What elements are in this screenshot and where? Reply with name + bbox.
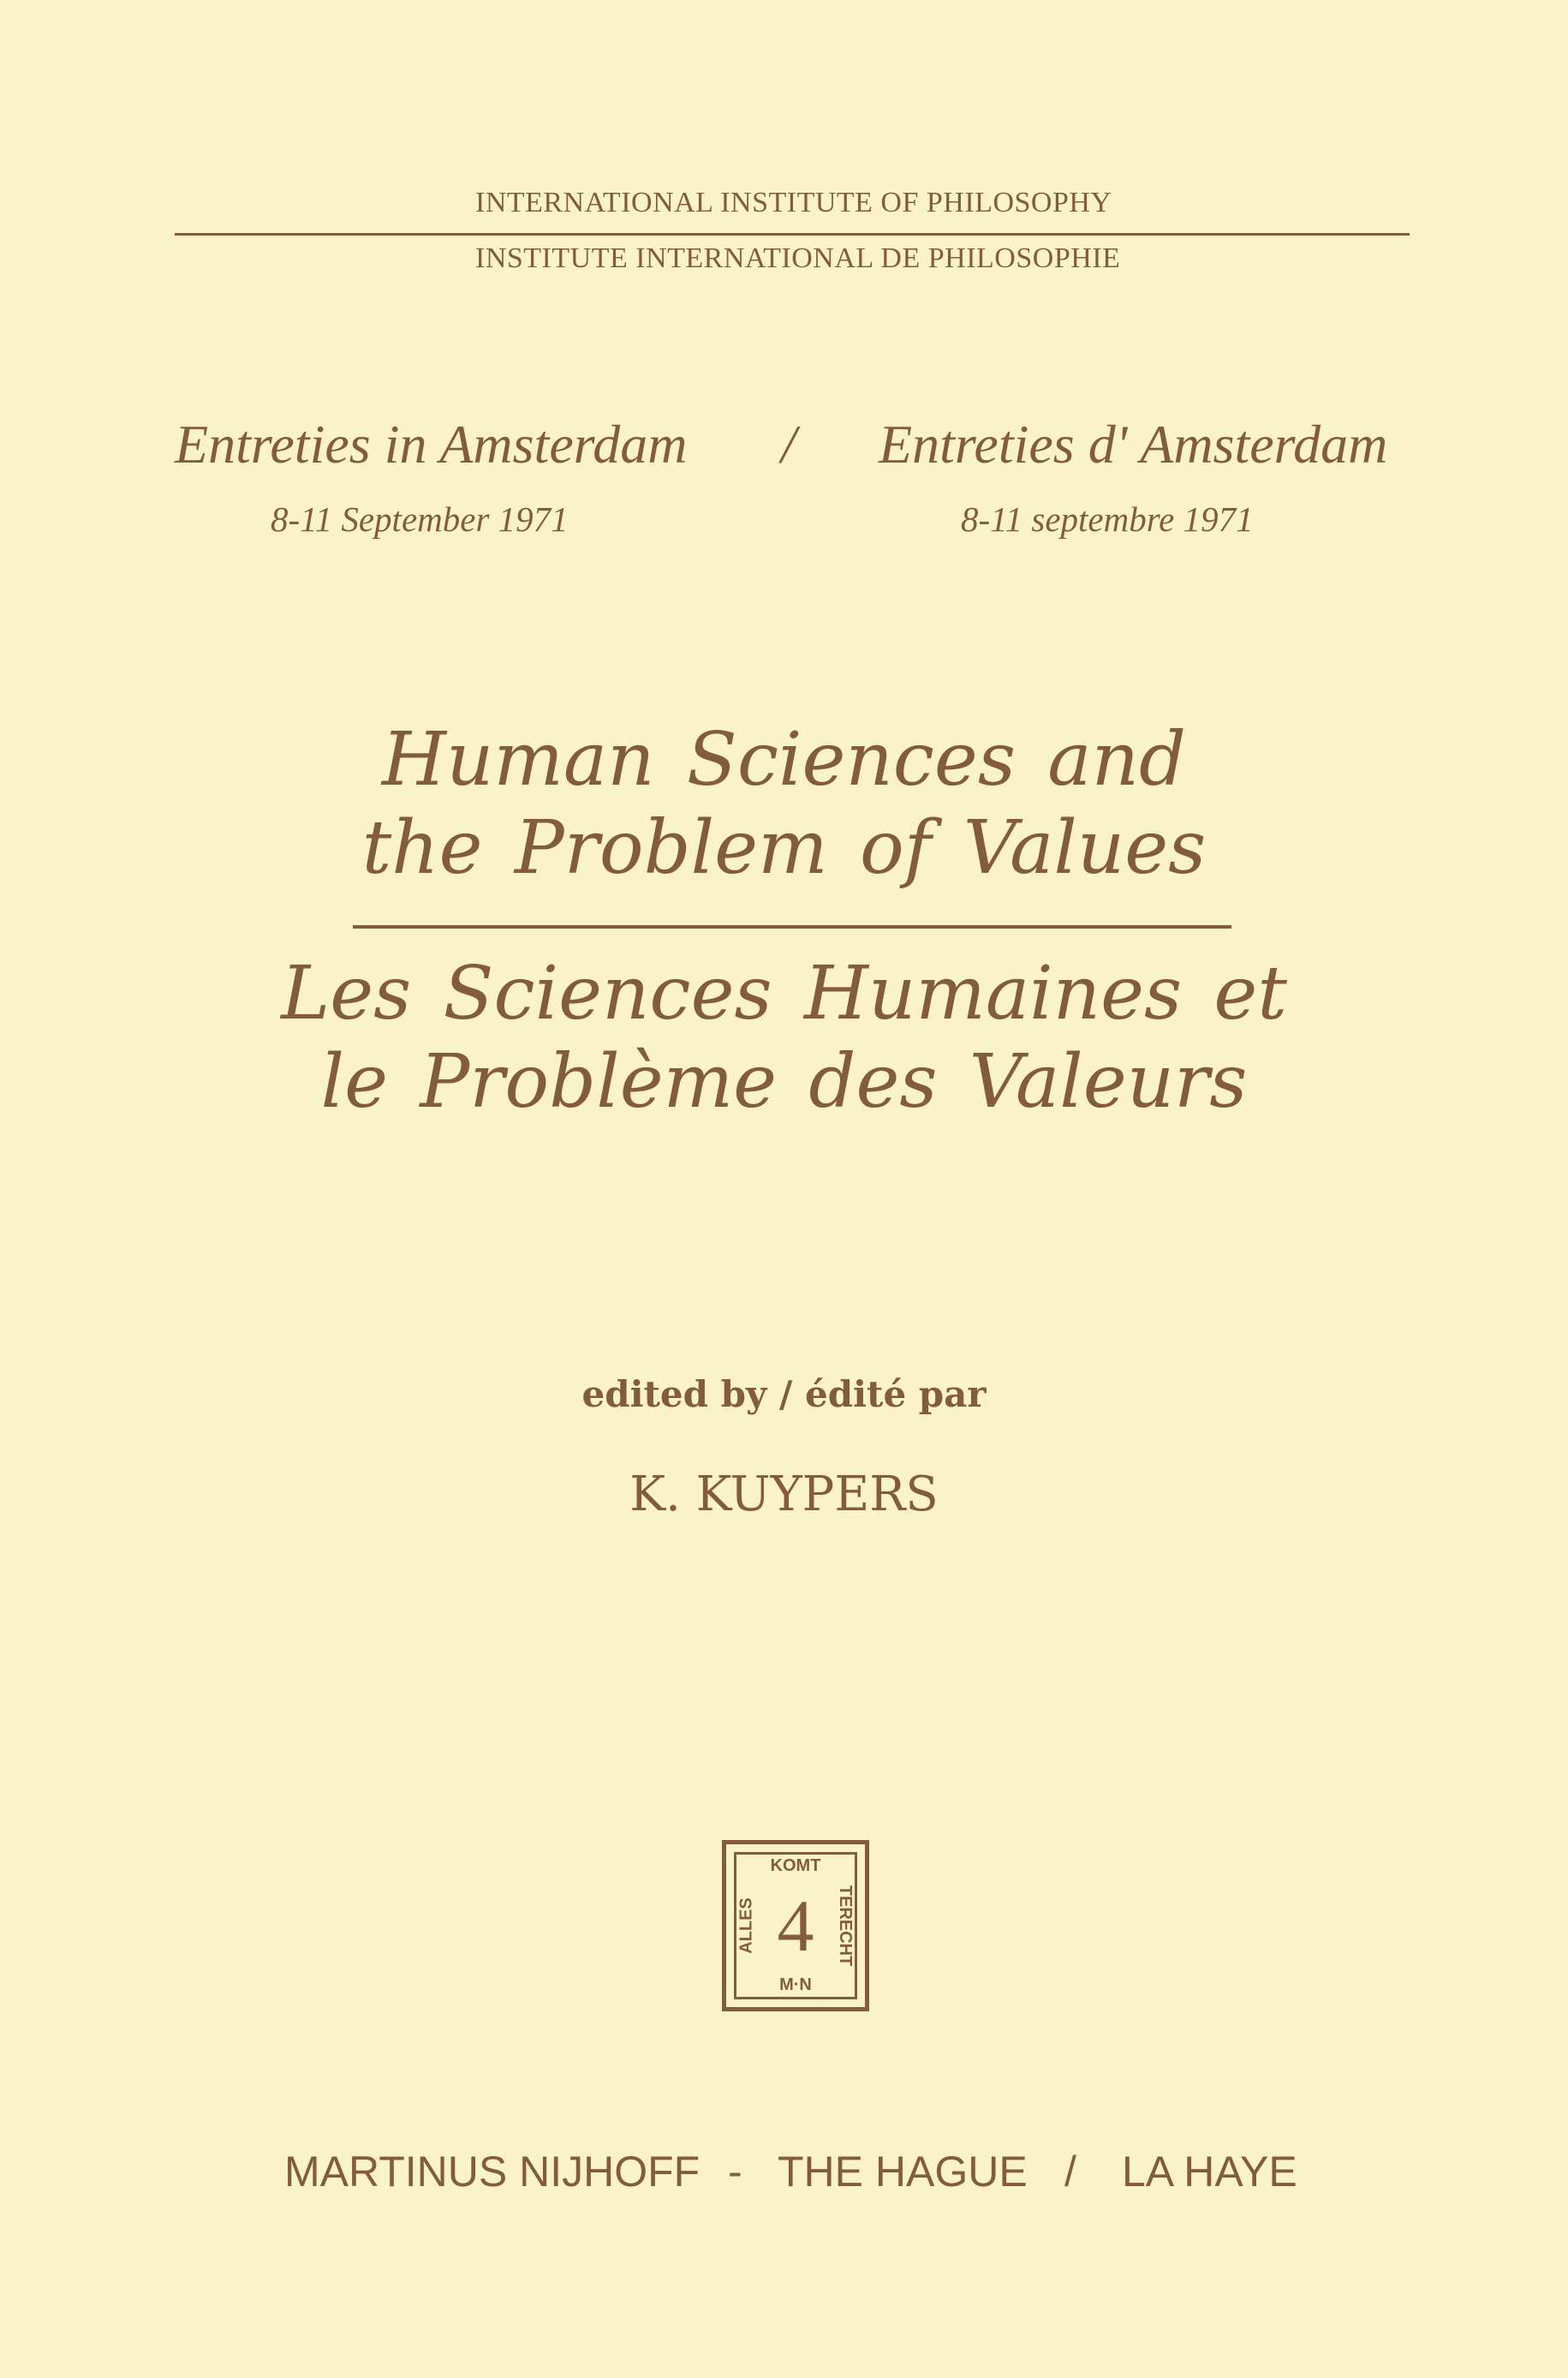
publisher-city-fr: LA HAYE	[1122, 2148, 1297, 2196]
publisher-logo-frame	[734, 1852, 857, 1999]
publisher-dash: -	[728, 2148, 742, 2196]
publisher-name: MARTINUS NIJHOFF	[284, 2148, 701, 2196]
logo-text-top: KOMT	[770, 1856, 821, 1875]
book-title-fr-line2: le Problème des Valeurs	[320, 1039, 1248, 1125]
title-divider	[353, 925, 1231, 929]
publisher-city-en: THE HAGUE	[778, 2148, 1028, 2196]
conference-date-en: 8-11 September 1971	[271, 499, 569, 539]
publisher-slash: /	[1064, 2148, 1076, 2196]
logo-text-right: TERECHT	[835, 1885, 855, 1967]
institute-name-fr: INSTITUTE INTERNATIONAL DE PHILOSOPHIE	[475, 242, 1121, 274]
book-title-en-line2: the Problem of Values	[361, 805, 1207, 891]
book-title-en-line1: Human Sciences and	[381, 717, 1187, 803]
editor-name: K. KUYPERS	[629, 1467, 939, 1522]
editor-label: edited by / édité par	[581, 1373, 987, 1415]
series-title-en: Entreties in Amsterdam	[175, 414, 688, 475]
logo-text-bottom: M·N	[779, 1975, 812, 1994]
series-separator: /	[781, 414, 796, 475]
logo-numeral: 4	[777, 1885, 814, 1967]
institute-divider	[175, 233, 1410, 236]
book-title-fr-line1: Les Sciences Humaines et	[281, 951, 1287, 1037]
conference-date-fr: 8-11 septembre 1971	[961, 499, 1254, 539]
publisher-logo	[722, 1840, 869, 2011]
institute-name-en: INTERNATIONAL INSTITUTE OF PHILOSOPHY	[475, 187, 1112, 218]
logo-text-left: ALLES	[736, 1897, 756, 1954]
series-title-fr: Entreties d' Amsterdam	[879, 414, 1388, 475]
